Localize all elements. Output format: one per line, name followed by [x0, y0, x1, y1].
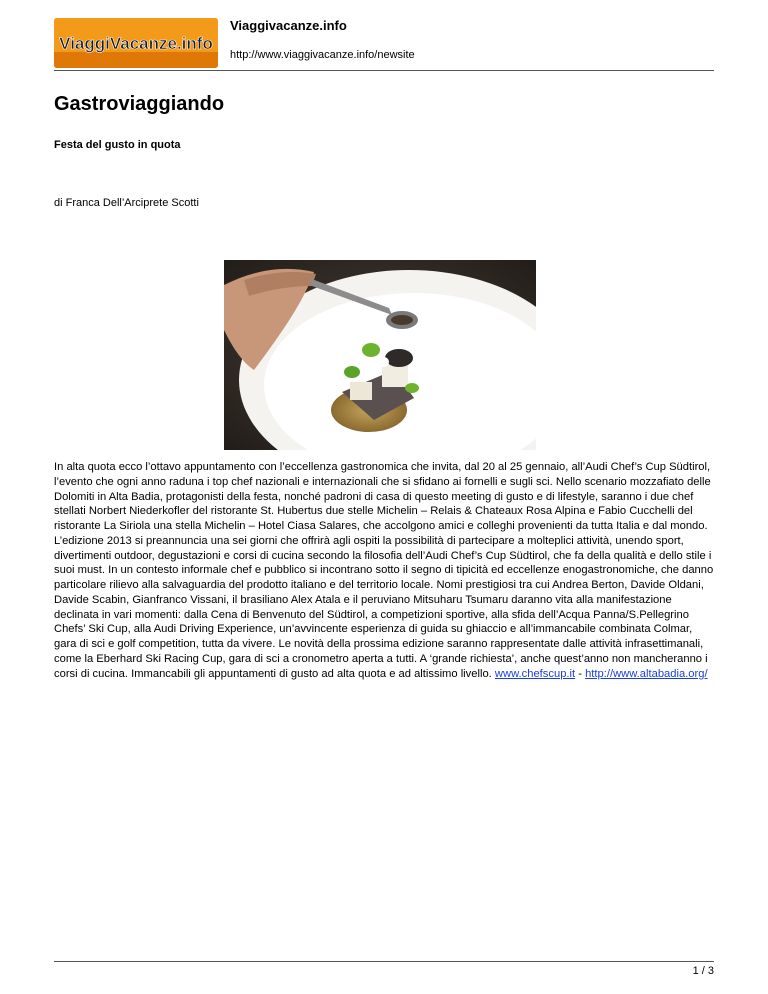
page-title: Gastroviaggiando [54, 93, 225, 115]
logo-text: ViaggiVacanze.info [59, 34, 213, 53]
article-subtitle: Festa del gusto in quota [54, 139, 181, 151]
header-divider [54, 70, 714, 71]
footer-divider [54, 961, 714, 962]
logo-graphic [54, 18, 218, 68]
chefscup-link[interactable]: www.chefscup.it [494, 667, 576, 680]
link-separator: - [575, 667, 586, 680]
altabadia-link[interactable]: http://www.altabadia.org/ [585, 667, 708, 680]
page-number: 1 / 3 [692, 965, 714, 977]
article-author: di Franca Dell’Arciprete Scotti [54, 197, 199, 209]
article-body [54, 460, 714, 681]
site-url[interactable]: http://www.viaggivacanze.info/newsite [230, 49, 415, 61]
site-logo[interactable] [54, 18, 218, 68]
article-body-text: In alta quota ecco l’ottavo appuntamento con l’eccellenza gastronomica che invita, dal 20 al 25 gennaio, all’Audi Chef’s Cup Südtirol, l’evento che ogni anno raduna i top chef nazionali e internazionali che si sfidano ai fornelli e sugli sci. Nello scenario mozzafiato delle Dolomiti in Alta Badia, protagonisti della festa, nonché padroni di casa di questo meeting di gusto e di lifestyle, saranno i due chef stellati Norbert Niederkofler del ristorante St. Hubertus due stelle Michelin – Relais & Chateaux Rosa Alpina e Fabio Cucchelli del ristorante La Siriola una stella Michelin – Hotel Ciasa Salares, che accolgono amici e colleghi provenienti da tutta Italia e dal mondo. L’edizione 2013 si preannuncia una sei giorni che offrirà agli ospiti la possibilità di partecipare a molteplici attività, unendo sport, divertimenti outdoor, degustazioni e corsi di cucina secondo la filosofia dell’Audi Chef’s Cup Südtirol, che fa della qualità e dello stile i suoi must. In un contesto informale chef e pubblico si incontrano sotto il segno di tipicità ed eccellenze enogastronomiche, che danno particolare rilievo alla salvaguardia del prodotto italiano e del territorio locale. Nomi prestigiosi tra cui Andrea Berton, Davide Oldani, Davide Scabin, Gianfranco Vissani, il brasiliano Alex Atala e il peruviano Mitsuharu Tsumaru daranno vita alla manifestazione declinata in vari momenti: dalla Cena di Benvenuto del Südtirol, a competizioni sportive, alla sfida dell’Acqua Panna/S.Pellegrino Chefs’ Ski Cup, alla Audi Driving Experience, un’avvincente esperienza di guida su ghiaccio e all’immancabile combinata Colmar, gara di sci e golf competition, tutta da vivere. Le novità della prossima edizione saranno rappresentate dalle attività infrasettimanali, come la Eberhard Ski Racing Cup, gara di sci a cronometro aperta a tutti. A ‘grande richiesta’, anche quest’anno non mancheranno i corsi di cucina. Immancabili gli appuntamenti di gusto ad alta quota e ad altissimo livello. [54, 461, 714, 680]
site-name: Viaggivacanze.info [230, 18, 347, 33]
article-photo [224, 260, 536, 450]
